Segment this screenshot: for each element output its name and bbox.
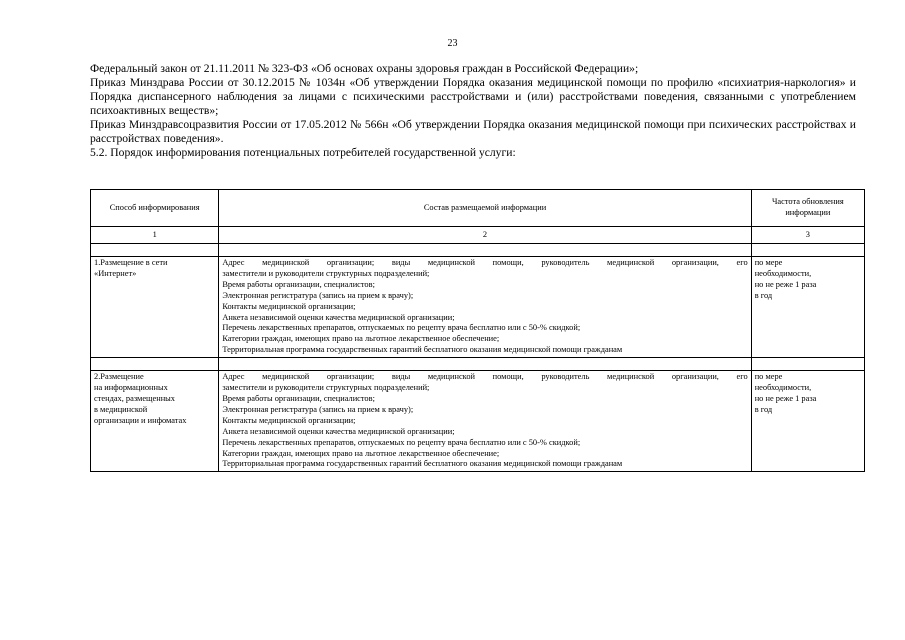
content-line: Территориальная программа государственных гарантий бесплатного оказания медицинской помощи гражданам [222,459,623,469]
content-line: Время работы организации, специалистов; [222,393,375,403]
method-line: стендах, размещенных [94,393,175,403]
content-line: Контакты медицинской организации; [222,415,356,425]
frequency-cell [751,257,864,358]
content-cell [219,371,751,472]
table-number-row [91,227,865,244]
content-line: Анкета независимой оценки качества медицинской организации; [222,426,455,436]
frequency-line: по мере [754,372,783,382]
content-line: Контакты медицинской организации; [222,301,356,311]
frequency-line: необходимости, [754,268,812,278]
content-cell [219,257,751,358]
method-cell [91,371,219,472]
frequency-line: необходимости, [754,383,812,393]
content-line: Категории граждан, имеющих право на льготное лекарственное обеспечение; [222,334,500,344]
page-number: 23 [447,38,458,49]
method-line: 1.Размещение в сети [94,258,168,267]
intro-text [90,62,856,160]
method-line: 2.Размещение [94,372,144,382]
table-row [91,371,865,472]
column-number-2: 2 [219,227,751,244]
content-line: Территориальная программа государственных гарантий бесплатного оказания медицинской помощи гражданам [222,345,623,355]
frequency-line: в год [754,404,773,414]
method-line: в медицинской [94,404,148,414]
method-cell [91,257,219,358]
table-row [91,257,865,358]
table-header-row [91,190,865,227]
intro-paragraph-order-566n: Приказ Минздравсоцразвития России от 17.05.2012 № 566н «Об утверждении Порядка оказания медицинской помощи при психических расстройствах и расстройствах поведения». [90,118,856,145]
frequency-line: в год [754,290,773,300]
frequency-line: по мере [754,258,783,267]
intro-paragraph-law: Федеральный закон от 21.11.2011 № 323-ФЗ «Об основах охраны здоровья граждан в Российской Федерации»; [90,62,639,75]
content-line: Электронная регистратура (запись на прием к врачу); [222,290,414,300]
method-line: на информационных [94,383,168,393]
content-line: Категории граждан, имеющих право на льготное лекарственное обеспечение; [222,448,500,458]
content-line: Адрес медицинской организации; виды медицинской помощи, руководитель медицинской организации, его [222,372,748,382]
content-line: Электронная регистратура (запись на прием к врачу); [222,404,414,414]
column-number-3: 3 [751,227,864,244]
content-line: заместители и руководители структурных подразделений; [222,268,430,278]
content-line: Время работы организации, специалистов; [222,279,375,289]
method-line: организации и инфоматах [94,415,187,425]
frequency-line: но не реже 1 раза [754,393,817,403]
header-method: Способ информирования [91,190,219,227]
content-line: Анкета независимой оценки качества медицинской организации; [222,312,455,322]
section-heading-5-2: 5.2. Порядок информирования потенциальных потребителей государственной услуги: [90,146,516,159]
table-spacer-row [91,244,865,257]
content-line: Адрес медицинской организации; виды медицинской помощи, руководитель медицинской организации, его [222,258,748,267]
information-table [90,189,865,472]
header-content: Состав размещаемой информации [219,190,751,227]
content-line: Перечень лекарственных препаратов, отпускаемых по рецепту врача бесплатно или с 50-% скидкой; [222,323,581,333]
frequency-line: но не реже 1 раза [754,279,817,289]
table-spacer-row [91,358,865,371]
column-number-1: 1 [91,227,219,244]
intro-paragraph-order-1034n: Приказ Минздрава России от 30.12.2015 № 1034н «Об утверждении Порядка оказания медицинской помощи по профилю «психиатрия-наркология» и Порядка диспансерного наблюдения за лицами с психическими расстройствами и (или) расстройствами поведения, связанными с употреблением психоактивных веществ»; [90,76,856,117]
method-line: «Интернет» [94,268,137,278]
content-line: Перечень лекарственных препаратов, отпускаемых по рецепту врача бесплатно или с 50-% скидкой; [222,437,581,447]
content-line: заместители и руководители структурных подразделений; [222,383,430,393]
frequency-cell [751,371,864,472]
header-frequency: Частота обновления информации [751,190,864,227]
